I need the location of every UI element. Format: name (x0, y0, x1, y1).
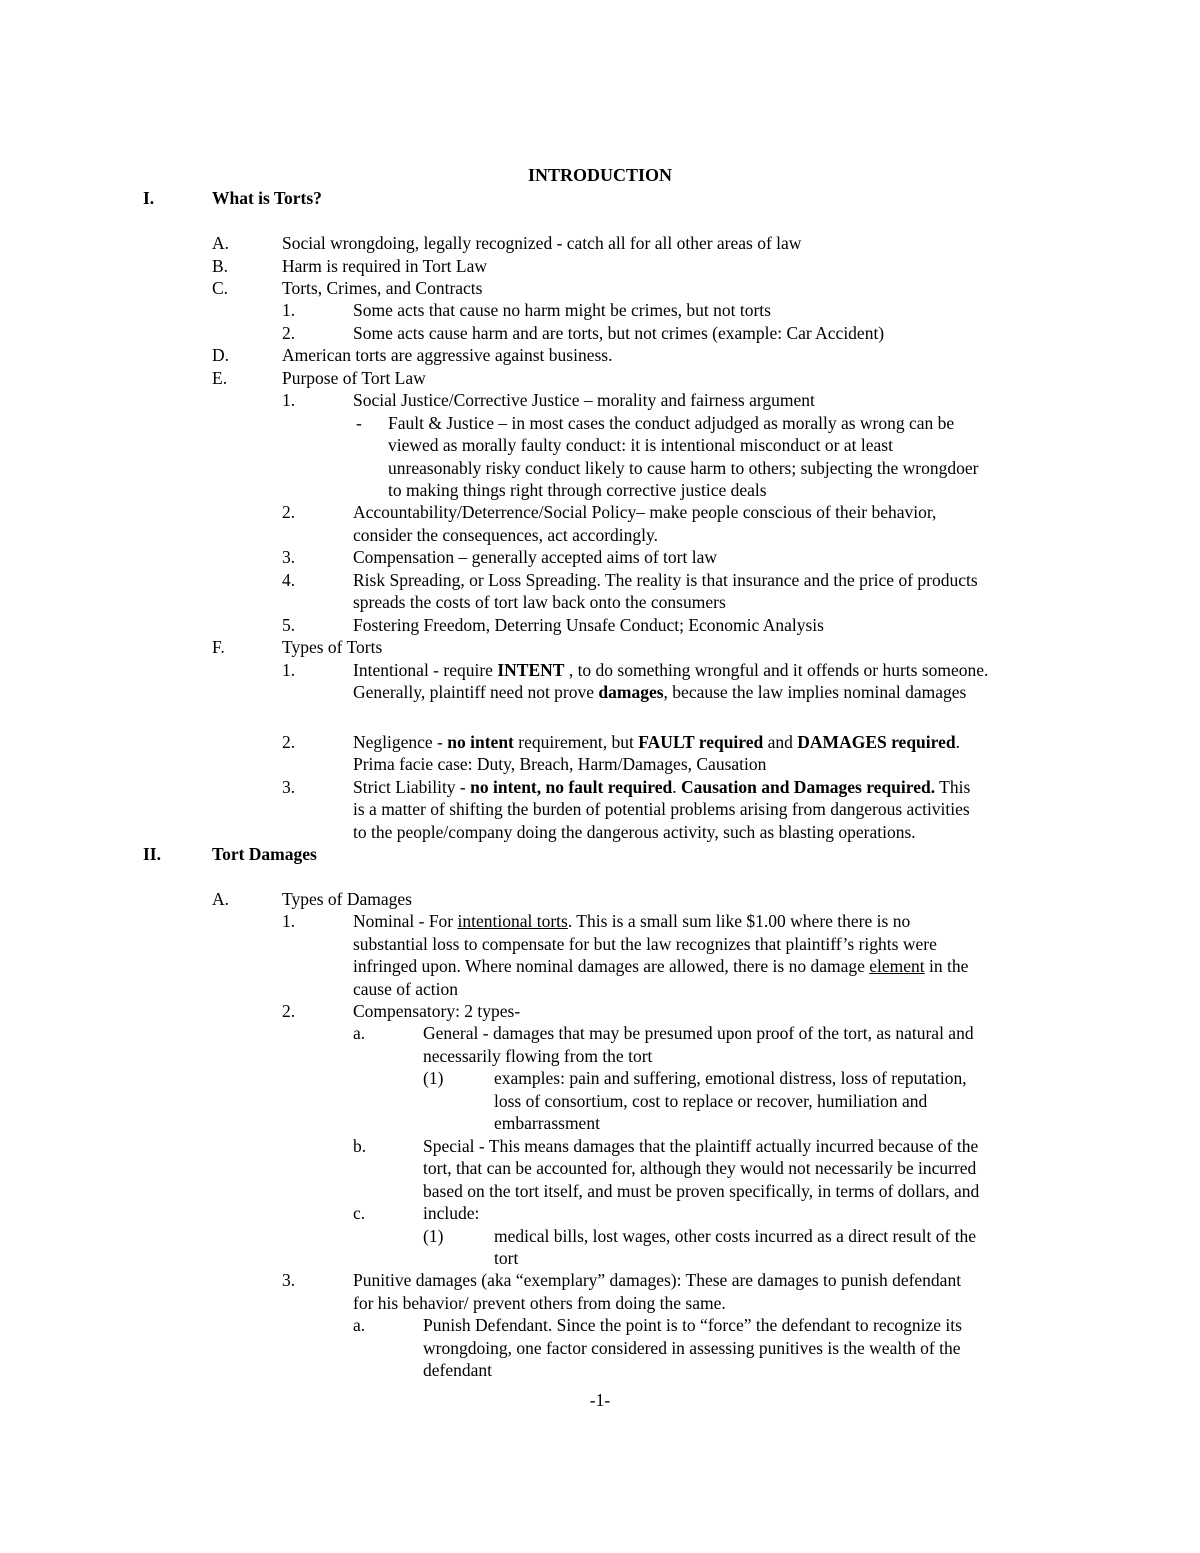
text-run: to making things right through corrective justice deals (388, 480, 767, 500)
text-run: spreads the costs of tort law back onto the consumers (353, 592, 726, 612)
text-run: Punitive damages (aka “exemplary” damages): These are damages to punish defendant (353, 1270, 962, 1290)
outline-marker: 3. (282, 1270, 296, 1290)
bold-text: INTENT (497, 660, 565, 680)
bold-text: DAMAGES required (797, 732, 956, 752)
text-run: embarrassment (494, 1113, 600, 1133)
text-run: American torts are aggressive against business. (282, 345, 613, 365)
outline-marker: 1. (282, 660, 296, 680)
outline-item (212, 187, 322, 210)
text-run: Fostering Freedom, Deterring Unsafe Conduct; Economic Analysis (353, 615, 824, 635)
text-run: tort, that can be accounted for, although they would not necessarily be incurred (423, 1158, 977, 1178)
outline-marker: 3. (282, 547, 296, 567)
text-run: . (672, 777, 681, 797)
text-run: Some acts that cause no harm might be crimes, but not torts (353, 300, 771, 320)
outline-marker: A. (212, 889, 230, 909)
text-run: Torts, Crimes, and Contracts (282, 278, 483, 298)
outline-item (353, 569, 978, 592)
outline-continuation (353, 798, 970, 821)
text-run: Types of Torts (282, 637, 383, 657)
outline-marker: 1. (282, 300, 296, 320)
text-run: medical bills, lost wages, other costs incurred as a direct result of the (494, 1226, 977, 1246)
text-run: Generally, plaintiff need not prove (353, 682, 599, 702)
outline-item (423, 1022, 974, 1045)
text-run: Strict Liability - (353, 777, 471, 797)
outline-item (494, 1067, 967, 1090)
outline-marker: E. (212, 368, 228, 388)
outline-item (353, 1000, 520, 1023)
text-run: Social wrongdoing, legally recognized - catch all for all other areas of law (282, 233, 802, 253)
text-run: substantial loss to compensate for but the law recognizes that plaintiff’s rights were (353, 934, 937, 954)
outline-marker: 2. (282, 323, 296, 343)
text-run: in the (924, 956, 969, 976)
text-run: loss of consortium, cost to replace or recover, humiliation and (494, 1091, 928, 1111)
outline-marker: B. (212, 256, 229, 276)
text-run: infringed upon. Where nominal damages are allowed, there is no damage (353, 956, 870, 976)
outline-marker: F. (212, 637, 225, 657)
text-run: Some acts cause harm and are torts, but not crimes (example: Car Accident) (353, 323, 885, 343)
outline-continuation (353, 955, 968, 978)
bold-text: no intent, no fault required (470, 777, 673, 797)
outline-continuation (494, 1247, 518, 1270)
outline-marker: b. (353, 1136, 367, 1156)
text-run: Compensatory: 2 types- (353, 1001, 521, 1021)
outline-continuation (353, 753, 766, 776)
text-run: This (935, 777, 971, 797)
text-run: wrongdoing, one factor considered in assessing punitives is the wealth of the (423, 1338, 961, 1358)
outline-marker: C. (212, 278, 229, 298)
outline-item (423, 1135, 978, 1158)
outline-continuation (388, 479, 767, 502)
outline-item (282, 232, 801, 255)
text-run: Punish Defendant. Since the point is to “force” the defendant to recognize its (423, 1315, 962, 1335)
outline-continuation (388, 457, 978, 480)
outline-continuation (423, 1157, 976, 1180)
text-run: Accountability/Deterrence/Social Policy– make people conscious of their behavior, (353, 502, 937, 522)
text-run: viewed as morally faulty conduct: it is intentional misconduct or at least (388, 435, 893, 455)
outline-continuation (353, 978, 458, 1001)
outline-item (282, 277, 482, 300)
page-number: -1- (589, 1390, 611, 1410)
underlined-text: element (869, 956, 925, 976)
outline-marker: a. (353, 1023, 366, 1043)
outline-continuation (494, 1112, 600, 1135)
outline-item (388, 412, 954, 435)
text-run: necessarily flowing from the tort (423, 1046, 653, 1066)
text-run: Purpose of Tort Law (282, 368, 426, 388)
outline-item (282, 255, 487, 278)
outline-continuation (423, 1359, 492, 1382)
text-run: Compensation – generally accepted aims of tort law (353, 547, 717, 567)
outline-item (212, 843, 317, 866)
text-run: examples: pain and suffering, emotional distress, loss of reputation, (494, 1068, 967, 1088)
text-run: consider the consequences, act accordingly. (353, 525, 658, 545)
outline-marker: 5. (282, 615, 296, 635)
outline-marker: a. (353, 1315, 366, 1335)
outline-marker: I. (143, 188, 155, 208)
text-run: Intentional - require (353, 660, 498, 680)
outline-marker: 2. (282, 732, 296, 752)
text-run: is a matter of shifting the burden of potential problems arising from dangerous activities (353, 799, 970, 819)
text-run: defendant (423, 1360, 492, 1380)
outline-item (353, 910, 910, 933)
outline-item (423, 1202, 479, 1225)
text-run: Nominal - For (353, 911, 458, 931)
text-run: Fault & Justice – in most cases the conduct adjudged as morally as wrong can be (388, 413, 955, 433)
text-run: tort (494, 1248, 519, 1268)
outline-marker: 2. (282, 502, 296, 522)
outline-item (353, 501, 936, 524)
text-run: Risk Spreading, or Loss Spreading. The reality is that insurance and the price of products (353, 570, 978, 590)
text-run: cause of action (353, 979, 458, 999)
outline-continuation (353, 681, 966, 704)
text-run: . This is a small sum like $1.00 where there is no (567, 911, 911, 931)
text-run: to the people/company doing the dangerous activity, such as blasting operations. (353, 822, 916, 842)
text-run: Social Justice/Corrective Justice – morality and fairness argument (353, 390, 815, 410)
outline-continuation (423, 1180, 979, 1203)
outline-item (353, 731, 960, 754)
outline-item (423, 1314, 962, 1337)
bold-text: FAULT required (638, 732, 764, 752)
text-run: requirement, but (513, 732, 639, 752)
outline-continuation (353, 1292, 726, 1315)
outline-item (353, 1269, 961, 1292)
bold-text: damages (598, 682, 664, 702)
outline-marker: (1) (423, 1068, 444, 1088)
text-run: Harm is required in Tort Law (282, 256, 487, 276)
outline-marker: 1. (282, 911, 296, 931)
outline-continuation (494, 1090, 927, 1113)
outline-item (494, 1225, 976, 1248)
outline-item (353, 546, 717, 569)
text-run: Types of Damages (282, 889, 412, 909)
bold-text: no intent (447, 732, 514, 752)
text-run: include: (423, 1203, 480, 1223)
outline-continuation (423, 1045, 652, 1068)
outline-item (353, 299, 771, 322)
text-run: General - damages that may be presumed upon proof of the tort, as natural and (423, 1023, 974, 1043)
outline-marker: c. (353, 1203, 366, 1223)
text-run: for his behavior/ prevent others from doing the same. (353, 1293, 726, 1313)
text-run: Negligence - (353, 732, 448, 752)
outline-continuation (353, 591, 726, 614)
outline-marker: - (356, 413, 362, 433)
outline-item (282, 636, 382, 659)
outline-marker: A. (212, 233, 230, 253)
outline-item (282, 367, 426, 390)
outline-marker: II. (143, 844, 161, 864)
outline-continuation (388, 434, 893, 457)
outline-marker: 3. (282, 777, 296, 797)
outline-item (353, 776, 970, 799)
outline-item (353, 322, 884, 345)
outline-marker: 1. (282, 390, 296, 410)
outline-marker: 2. (282, 1001, 296, 1021)
outline-continuation (353, 821, 916, 844)
bold-text: Causation and Damages required. (680, 777, 936, 797)
text-run: , to do something wrongful and it offends or hurts someone. (564, 660, 989, 680)
document-title: INTRODUCTION (527, 165, 673, 185)
text-run: unreasonably risky conduct likely to cause harm to others; subjecting the wrongdoer (388, 458, 979, 478)
text-run: What is Torts? (212, 188, 322, 208)
text-run: Special - This means damages that the plaintiff actually incurred because of the (423, 1136, 979, 1156)
outline-item (353, 389, 815, 412)
outline-continuation (423, 1337, 961, 1360)
text-run: and (763, 732, 798, 752)
outline-item (353, 659, 988, 682)
outline-marker: (1) (423, 1226, 444, 1246)
text-run: Tort Damages (212, 844, 317, 864)
text-run: , because the law implies nominal damages (663, 682, 967, 702)
text-run: based on the tort itself, and must be proven specifically, in terms of dollars, and (423, 1181, 980, 1201)
underlined-text: intentional torts (457, 911, 568, 931)
text-run: Prima facie case: Duty, Breach, Harm/Damages, Causation (353, 754, 767, 774)
outline-continuation (353, 524, 658, 547)
outline-continuation (353, 933, 937, 956)
outline-item (282, 344, 612, 367)
outline-item (282, 888, 412, 911)
outline-marker: D. (212, 345, 230, 365)
outline-marker: 4. (282, 570, 296, 590)
text-run: . (955, 732, 960, 752)
outline-item (353, 614, 824, 637)
